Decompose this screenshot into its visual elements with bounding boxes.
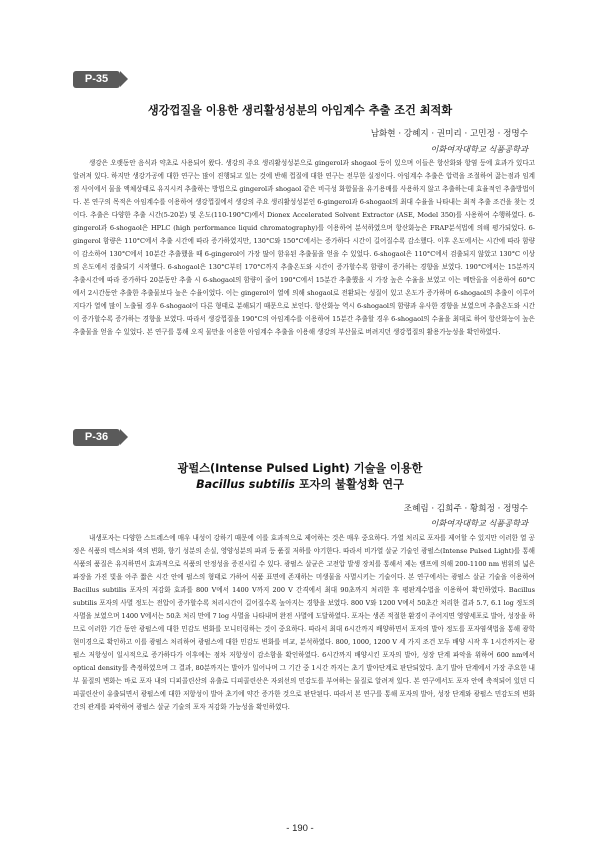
authors-p36: 조혜림 · 김희주 · 황희정 · 정명수 bbox=[403, 504, 528, 514]
authors-p35: 남화현 · 강혜지 · 권미리 · 고민정 · 정명수 bbox=[370, 129, 528, 139]
affiliation-p36: 이화여자대학교 식품공학과 bbox=[430, 518, 528, 528]
abstract-body-p35: 생강은 오랫동안 음식과 약초로 사용되어 왔다. 생강의 주요 생리활성성분으로 gingerol과 shogaol 등이 있으며 이들은 항산화와 항염 등에 효과가 있다고 알려져 있다. 하지만 생강가공에 대한 연구는 많이 진행되고 있는 것에 반해 껍질에 대한 연구는 전무한 실정이다. 아임계수 추출은 압력을 조절하여 끓는점과 임계점 사이에서 물을 액체상태로 유지시켜 추출하는 방법으로 gingerol과 shogaol 같은 비극성 화합물을 유기용매를 사용하지 않고 추출하는데 효율적인 추출방법이다. 본 연구의 목적은 아임계수를 이용하여 생강껍질에서 생강의 주요 생리활성성분인 6-gingerol과 6-shogaol의 최대 수율을 나타내는 최적 추출 조건을 찾는 것이다. 추출은 다양한 추출 시간(5-20분) 및 온도(110-190°C)에서 Dionex Accelerated Solvent Extractor (ASE, Model 350)를 사용하여 수행하였다. 6-gingerol과 6-shogaol은 HPLC (high performance liquid chromatography)를 이용하여 분석하였으며 항산화능은 FRAP분석법에 의해 평가되었다. 6-gingerol 함량은 110°C에서 추출 시간에 따라 증가하였지만, 130°C와 150°C에서는 증가하다 시간이 길어질수록 감소했다. 이후 온도에서는 시간에 따라 함량이 감소하여 130°C에서 10분간 추출했을 때 6-gingerol이 가장 많이 함유된 추출물을 얻을 수 있었다. 6-shogaol은 110°C에서 검출되지 않았고 130°C 이상의 온도에서 검출되기 시작했다. 6-shogaol은 130°C부터 170°C까지 추출온도와 시간이 증가할수록 함량이 증가하는 경향을 보였다. 190°C에서는 15분까지 추출시간에 따라 증가하다 20분동안 추출 시 6-shogaol의 함량이 줄어 190°C에서 15분간 추출했을 시 가장 높은 수율을 보였고 이는 메탄올을 이용하여 60°C에서 2시간동안 추출한 추출물보다 높은 수율이었다. 이는 gingerol이 열에 의해 shogaol로 전환되는 성질이 있고 온도가 증가하며 6-shogaol의 추출이 이루어지다가 열에 많이 노출될 경우 6-shogaol이 다른 형태로 분해되기 때문으로 보인다. 항산화능 역시 6-shogaol의 함량과 유사한 경향을 보였으며 추출온도와 시간이 증가할수록 증가하는 경향을 보였다. 따라서 생강껍질을 190°C의 아임계수를 이용하여 15분간 추출할 경우 6-shogaol의 수율을 최대로 하여 항산화능이 높은 추출물을 얻을 수 있었다. 본 연구를 통해 오직 물만을 이용한 아임계수 추출을 이용해 생강의 부산물로 버려지던 생강껍질의 활용가능성을 확인하였다. bbox=[73, 159, 535, 336]
abstract-title-p35: 생강껍질을 이용한 생리활성성분의 아임계수 추출 조건 최적화 bbox=[147, 104, 453, 117]
abstract-title-p36-line2 bbox=[60, 476, 540, 492]
abstract-title-p36-line1: 광펄스(Intense Pulsed Light) 기술을 이용한 bbox=[177, 462, 423, 475]
title-suffix: 포자의 불활성화 연구 bbox=[294, 478, 404, 491]
page-number: - 190 - bbox=[286, 823, 314, 834]
species-name: Bacillus subtilis bbox=[196, 478, 295, 491]
abstract-body-p36: 내생포자는 다양한 스트레스에 매우 내성이 강하기 때문에 이를 효과적으로 제어하는 것은 매우 중요하다. 가열 처리로 포자를 제어할 수 있지만 이러한 열 공정은 식품의 텍스처와 색의 변화, 향기 성분의 손실, 영양성분의 파괴 등 품질 저하를 야기한다. 따라서 비가열 살균 기술인 광펄스(Intense Pulsed Light)를 통해 식품의 품질은 유지하면서 효과적으로 식품의 안정성을 증진시킬 수 있다. 광펄스 살균은 고전압 발생 장치를 통해서 제논 램프에 의해 200-1100 nm 범위의 넓은 파장을 가진 빛을 아주 짧은 시간 안에 펄스의 형태로 가하여 식품 표면에 존재하는 미생물을 사멸시키는 기술이다. 본 연구에서는 광펄스 살균 기술을 이용하여 Bacillus subtilis 포자의 저감화 효과를 800 V에서 1400 V까지 200 V 간격에서 최대 90초까지 처리한 후 평판계수법을 이용하여 확인하였다. Bacillus subtilis 포자의 사멸 정도는 전압이 증가할수록 처리시간이 길어질수록 높아지는 경향을 보였다. 800 V와 1200 V에서 50초간 처리한 결과 5.7, 6.1 log 정도의 사멸을 보였으며 1400 V에서는 50초 처리 만에 7 log 사멸을 나타내며 완전 사멸에 도달하였다. 포자는 생존 적절한 환경이 주어지면 영양세포로 발아, 성장을 하므로 이러한 기간 동안 광펄스에 대한 민감도 변화를 모니터링하는 것이 중요하다. 따라서 최대 6시간까지 배양하면서 포자의 발아 정도를 포자염색법을 통해 광학현미경으로 확인하고 이를 광펄스 처리하여 광펄스에 대한 민감도 변화를 비교, 분석하였다. 800, 1000, 1200 V 세 가지 조건 모두 배양 시작 후 1시간까지는 광펄스 저항성이 일시적으로 증가하다가 이후에는 점차 저항성이 감소함을 확인하였다. 6시간까지 배양시킨 포자의 발아, 성장 단계 파악을 위하여 600 nm에서 optical density를 측정하였으며 그 결과, 80분까지는 발아가 일어나며 그 기간 중 1시간 까지는 초기 발아단계로 판단되었다. 초기 발아 단계에서 가장 주요한 내부 물질의 변화는 바로 포자 내의 디피콜린산의 유출로 디피콜린산은 자외선의 민감도를 부여하는 물질로 알려져 있다. 본 연구에서도 포자 안에 축적되어 있던 디피콜린산이 유출되면서 광펄스에 대한 저항성이 발아 초기에 약간 증가한 것으로 판단된다. 따라서 본 연구를 통해 포자의 발아, 성장 단계와 광펄스 민감도의 변화 간의 관계를 파악하여 광펄스 살균 기술의 포자 저감화 가능성을 확인하였다. bbox=[73, 534, 535, 711]
abstract-badge-p35: P-35 bbox=[73, 71, 120, 88]
affiliation-p35: 이화여자대학교 식품공학과 bbox=[430, 144, 528, 154]
abstract-badge-p36: P-36 bbox=[73, 429, 120, 446]
